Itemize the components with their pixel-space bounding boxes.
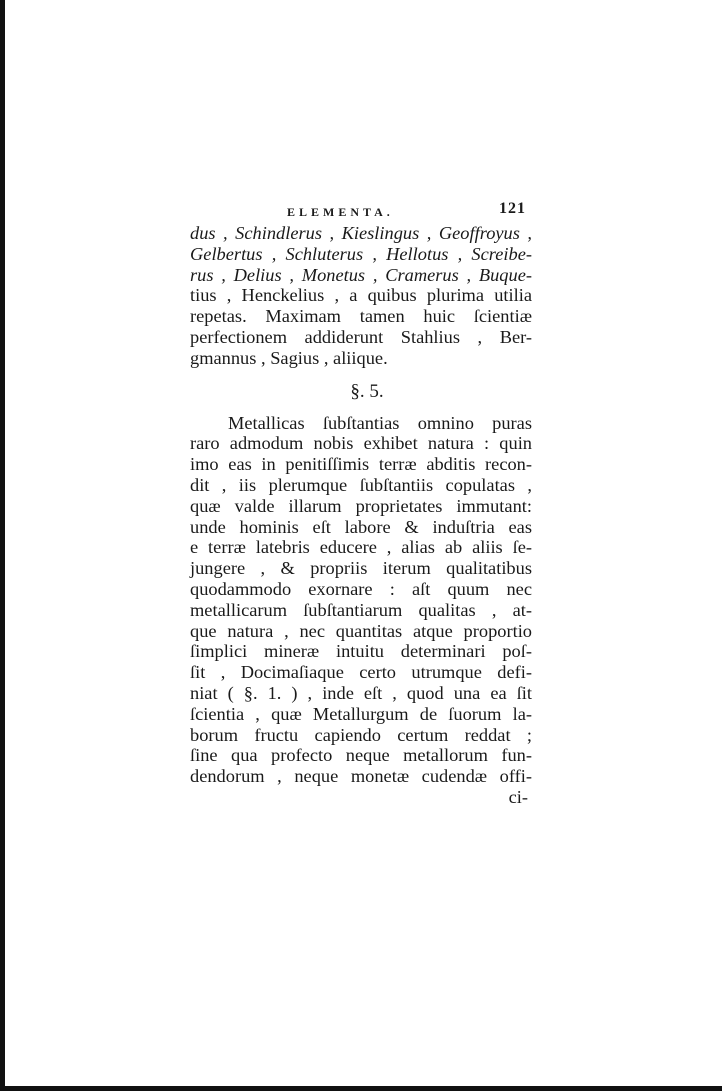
text-line: niat ( §. 1. ) , inde eſt , quod una ea ſit — [190, 682, 532, 703]
text-line: ſit , Docimaſiaque certo utrumque defi- — [190, 662, 532, 683]
text-line: imo eas in penitiſſimis terræ abditis recon- — [190, 454, 532, 475]
text-line: repetas. Maximam tamen huic ſcientiæ — [190, 306, 532, 327]
scan-edge-left — [0, 0, 5, 1091]
text-line: ſcientia , quæ Metallurgum de ſuorum la- — [190, 703, 532, 724]
text-line: gmannus , Sagius , aliique. — [190, 347, 388, 368]
text-line: jungere , & propriis iterum qualitatibus — [190, 558, 532, 579]
text-line: quodammodo exornare : aſt quum nec — [190, 578, 532, 599]
text-line: perfectionem addiderunt Stahlius , Ber- — [190, 326, 532, 347]
catchword: ci- — [508, 786, 528, 807]
text-line: dit , iis plerumque ſubſtantiis copulatas , — [190, 474, 532, 495]
text-line: ſimplici mineræ intuitu determinari poſ- — [190, 641, 532, 662]
page-number: 121 — [499, 200, 526, 217]
book-page — [190, 197, 532, 809]
text-line: dendorum , neque monetæ cudendæ offi- — [190, 766, 532, 787]
text-line: Gelbertus , Schluterus , Hellotus , Screibe- — [190, 243, 532, 264]
text-line: tius , Henckelius , a quibus plurima utilia — [190, 285, 532, 306]
running-head — [190, 197, 532, 223]
text-line: Metallicas ſubſtantias omnino puras — [228, 412, 532, 433]
text-line: raro admodum nobis exhibet natura : quin — [190, 433, 532, 454]
section-heading: §. 5. — [350, 380, 384, 402]
paragraph-metallicas — [190, 413, 532, 787]
running-head-title: ELEMENTA. — [287, 205, 394, 219]
text-line: quæ valde illarum proprietates immutant: — [190, 495, 532, 516]
paragraph-authors — [190, 223, 532, 369]
text-line: que natura , nec quantitas atque proportio — [190, 620, 532, 641]
text-line: dus , Schindlerus , Kieslingus , Geoffroyus , — [190, 223, 532, 243]
text-line: unde hominis eſt labore & induſtria eas — [190, 516, 532, 537]
text-line: borum fructu capiendo certum reddat ; — [190, 724, 532, 745]
text-line: rus , Delius , Monetus , Cramerus , Buque- — [190, 264, 532, 285]
text-line: e terræ latebris educere , alias ab aliis ſe- — [190, 537, 532, 558]
text-line: ſine qua profecto neque metallorum fun- — [190, 745, 532, 766]
scan-edge-bottom — [0, 1086, 722, 1091]
text-line: metallicarum ſubſtantiarum qualitas , at- — [190, 599, 532, 620]
